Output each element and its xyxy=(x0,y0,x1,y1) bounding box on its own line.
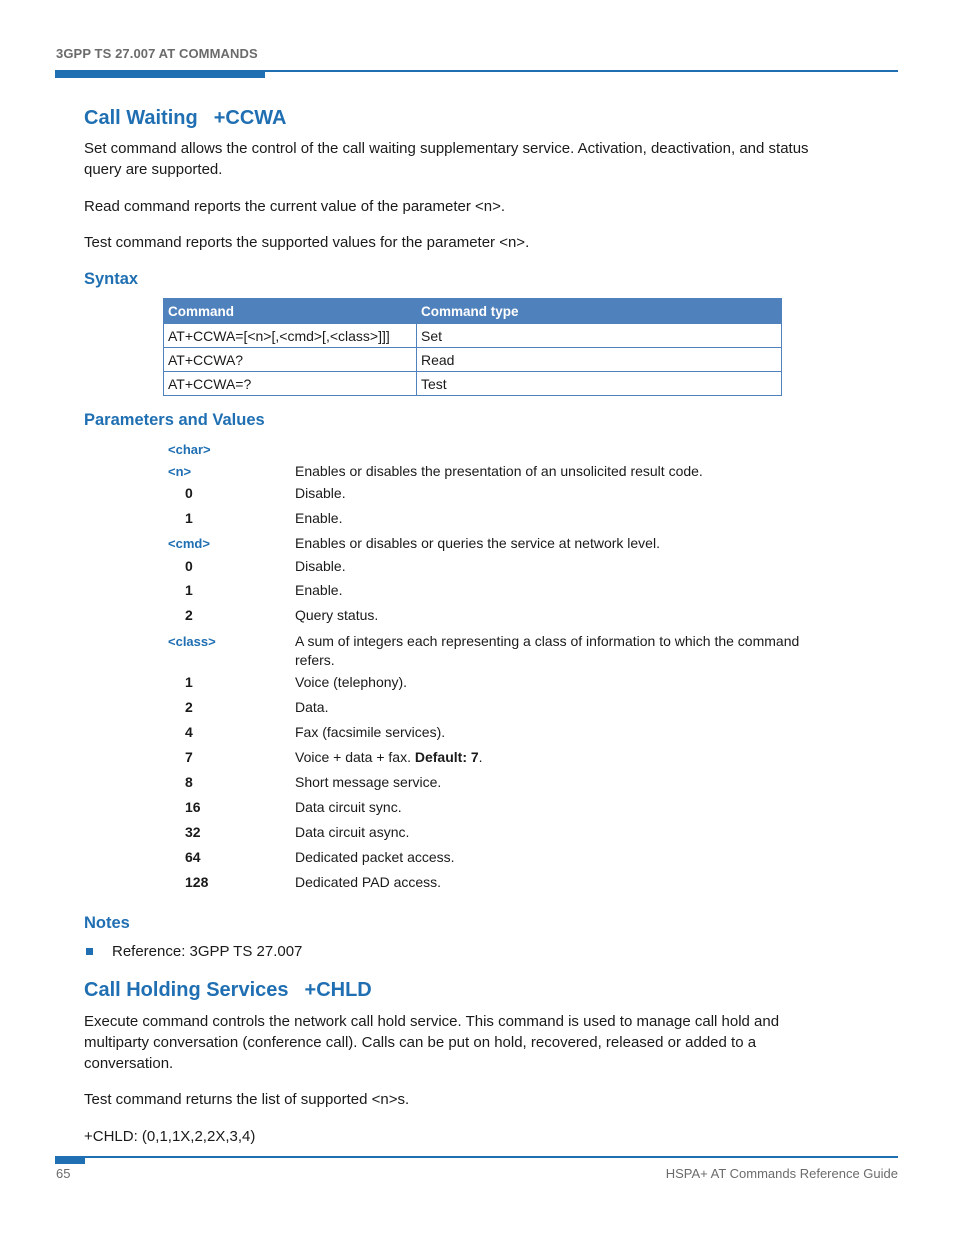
section-title-ccwa xyxy=(84,107,287,130)
param-value: 2 xyxy=(185,607,193,623)
table-header-row xyxy=(164,299,782,324)
value-desc-tail: . xyxy=(478,749,483,765)
value-desc-text: Voice + data + fax. xyxy=(295,749,411,765)
table-row xyxy=(164,324,782,348)
syntax-table xyxy=(163,298,782,396)
param-value-desc: Voice (telephony). xyxy=(295,674,408,690)
param-n-name: <n> xyxy=(168,464,192,479)
section-command: +CHLD xyxy=(304,979,372,1001)
param-value-desc: Enable. xyxy=(295,582,343,598)
running-header: 3GPP TS 27.007 AT COMMANDS xyxy=(56,46,258,61)
column-header: Command type xyxy=(417,299,782,324)
param-value: 0 xyxy=(185,485,193,501)
param-value-desc: Short message service. xyxy=(295,774,442,790)
chld-paragraph-1-line-3: conversation. xyxy=(84,1055,174,1072)
command-type-cell: Read xyxy=(417,348,782,372)
table-row xyxy=(164,348,782,372)
header-rule-thick xyxy=(55,70,265,78)
param-char: <char> xyxy=(168,442,211,457)
param-value: 1 xyxy=(185,674,193,690)
param-value-desc: Data. xyxy=(295,699,329,715)
param-value-desc: Disable. xyxy=(295,558,346,574)
param-value-desc: Dedicated packet access. xyxy=(295,849,455,865)
param-cmd-desc: Enables or disables or queries the service at network level. xyxy=(295,535,660,551)
header-rule-thin xyxy=(265,70,898,72)
param-value: 1 xyxy=(185,582,193,598)
column-header: Command xyxy=(164,299,417,324)
ccwa-paragraph-1-line-1: Set command allows the control of the call waiting supplementary service. Activation, deactivation, and status xyxy=(84,140,809,157)
param-value: 128 xyxy=(185,874,209,890)
param-value: 2 xyxy=(185,699,193,715)
footer-rule-thick xyxy=(55,1156,85,1164)
ccwa-paragraph-1-line-2: query are supported. xyxy=(84,161,223,178)
param-value: 8 xyxy=(185,774,193,790)
ccwa-paragraph-1 xyxy=(84,138,884,180)
ccwa-paragraph-3: Test command reports the supported values for the parameter <n>. xyxy=(84,234,530,251)
param-value: 1 xyxy=(185,510,193,526)
param-value: 16 xyxy=(185,799,201,815)
chld-paragraph-1 xyxy=(84,1011,884,1074)
param-cmd-name: <cmd> xyxy=(168,536,210,551)
param-class-name: <class> xyxy=(168,634,216,649)
param-class-desc xyxy=(295,632,835,670)
section-title-text: Call Holding Services xyxy=(84,979,289,1001)
param-value-desc: Dedicated PAD access. xyxy=(295,874,442,890)
page-number: 65 xyxy=(56,1166,71,1181)
param-value-desc: Data circuit async. xyxy=(295,824,410,840)
notes-item: Reference: 3GPP TS 27.007 xyxy=(112,943,303,960)
chld-paragraph-1-line-1: Execute command controls the network call hold service. This command is used to manage call hold and xyxy=(84,1013,780,1030)
bullet-icon xyxy=(86,948,93,955)
param-value: 64 xyxy=(185,849,201,865)
command-type-cell: Test xyxy=(417,372,782,396)
command-type-cell: Set xyxy=(417,324,782,348)
default-label: Default: 7 xyxy=(414,749,479,765)
section-title-text: Call Waiting xyxy=(84,107,198,129)
command-cell: AT+CCWA? xyxy=(164,348,417,372)
parameters-heading: Parameters and Values xyxy=(84,411,265,429)
ccwa-paragraph-2: Read command reports the current value of the parameter <n>. xyxy=(84,198,506,215)
footer-doc-title: HSPA+ AT Commands Reference Guide xyxy=(665,1166,898,1181)
param-value: 4 xyxy=(185,724,193,740)
param-value-desc: Disable. xyxy=(295,485,346,501)
param-value-desc: Data circuit sync. xyxy=(295,799,402,815)
param-value-desc: Enable. xyxy=(295,510,343,526)
param-class-desc-line-1: A sum of integers each representing a class of information to which the command xyxy=(295,633,800,649)
param-class-desc-line-2: refers. xyxy=(295,652,335,668)
syntax-heading: Syntax xyxy=(84,270,139,288)
chld-paragraph-1-line-2: multiparty conversation (conference call). Calls can be put on hold, recovered, released or added to a xyxy=(84,1034,757,1051)
table-row xyxy=(164,372,782,396)
param-value: 0 xyxy=(185,558,193,574)
param-value-desc: Fax (facsimile services). xyxy=(295,724,446,740)
section-title-chld xyxy=(84,979,372,1002)
footer-rule-thin xyxy=(85,1156,898,1158)
command-cell: AT+CCWA=[<n>[,<cmd>[,<class>]]] xyxy=(164,324,417,348)
param-n-desc: Enables or disables the presentation of an unsolicited result code. xyxy=(295,463,703,479)
param-value: 7 xyxy=(185,749,193,765)
param-value: 32 xyxy=(185,824,201,840)
param-value-desc: Query status. xyxy=(295,607,379,623)
notes-heading: Notes xyxy=(84,914,130,932)
command-cell: AT+CCWA=? xyxy=(164,372,417,396)
section-command: +CCWA xyxy=(213,107,287,129)
param-value-desc-default xyxy=(295,748,483,767)
chld-paragraph-2: Test command returns the list of supported <n>s. xyxy=(84,1091,410,1108)
chld-response: +CHLD: (0,1,1X,2,2X,3,4) xyxy=(84,1128,256,1145)
